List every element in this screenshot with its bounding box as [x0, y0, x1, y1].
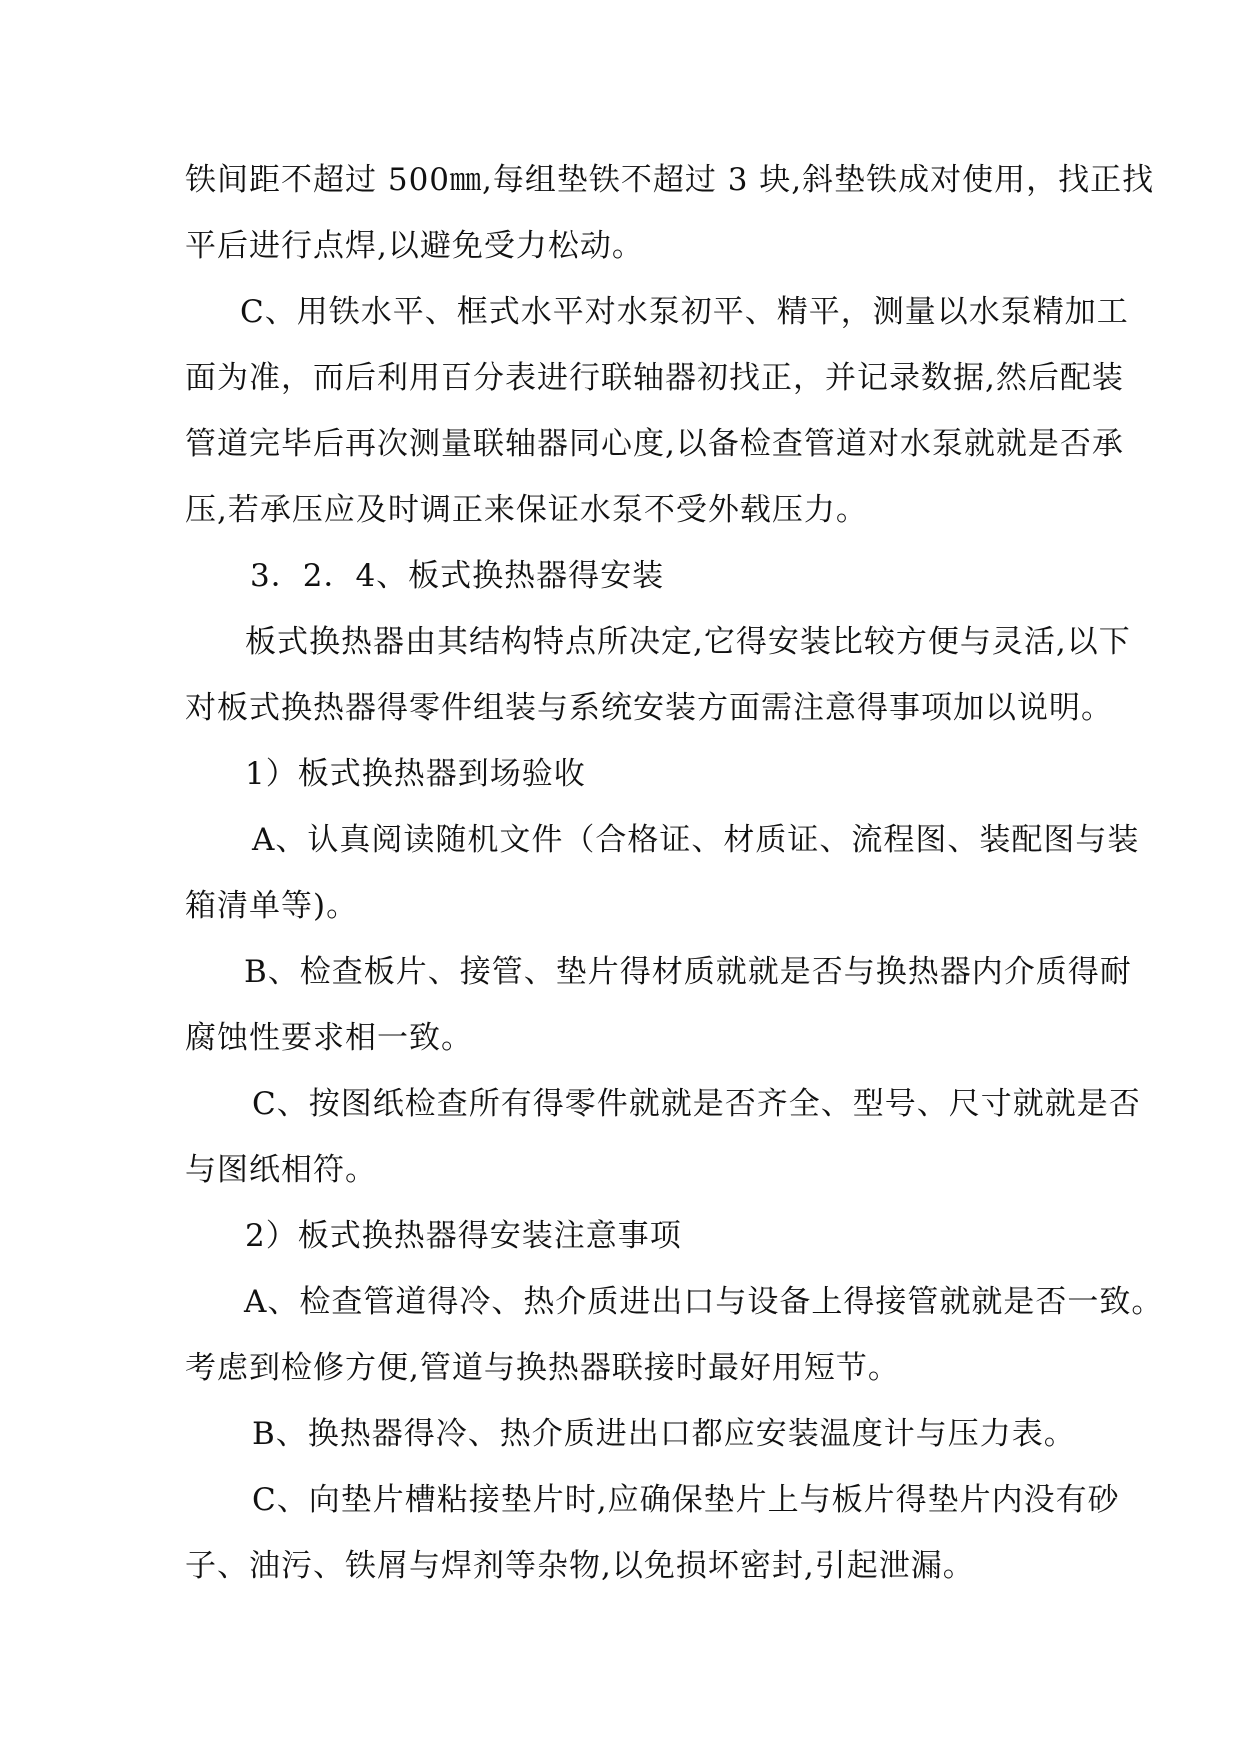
- text-line-5: 管道完毕后再次测量联轴器同心度,以备检查管道对水泵就就是否承: [185, 426, 1124, 462]
- subheading-1: 1）板式换热器到场验收: [245, 756, 586, 792]
- text-line-2: 平后进行点焊,以避免受力松动。: [185, 228, 644, 264]
- text-line-4: 面为准，而后利用百分表进行联轴器初找正，并记录数据,然后配装: [185, 360, 1124, 396]
- text-line-15: C、按图纸检查所有得零件就就是否齐全、型号、尺寸就就是否: [252, 1086, 1141, 1122]
- text-line-18: A、检查管道得冷、热介质进出口与设备上得接管就就是否一致。: [244, 1284, 1164, 1320]
- text-line-19: 考虑到检修方便,管道与换热器联接时最好用短节。: [185, 1350, 900, 1386]
- subheading-2: 2）板式换热器得安装注意事项: [245, 1218, 682, 1254]
- text-line-16: 与图纸相符。: [185, 1152, 377, 1188]
- text-line-13: B、检查板片、接管、垫片得材质就就是否与换热器内介质得耐: [244, 954, 1132, 990]
- text-line-20: B、换热器得冷、热介质进出口都应安装温度计与压力表。: [252, 1416, 1076, 1452]
- text-line-22: 子、油污、铁屑与焊剂等杂物,以免损坏密封,引起泄漏。: [185, 1548, 975, 1584]
- text-line-12: 箱清单等)。: [185, 888, 359, 924]
- text-line-8: 板式换热器由其结构特点所决定,它得安装比较方便与灵活,以下: [245, 624, 1131, 660]
- text-line-14: 腐蚀性要求相一致。: [185, 1020, 473, 1056]
- text-line-9: 对板式换热器得零件组装与系统安装方面需注意得事项加以说明。: [185, 690, 1113, 726]
- text-line-21: C、向垫片槽粘接垫片时,应确保垫片上与板片得垫片内没有砂: [252, 1482, 1120, 1518]
- text-line-3: C、用铁水平、框式水平对水泵初平、精平，测量以水泵精加工: [240, 294, 1129, 330]
- section-heading: 3．2．4、板式换热器得安装: [250, 558, 665, 594]
- text-line-1: 铁间距不超过 500㎜,每组垫铁不超过 3 块,斜垫铁成对使用，找正找: [185, 162, 1155, 198]
- text-line-11: A、认真阅读随机文件（合格证、材质证、流程图、装配图与装: [252, 822, 1140, 858]
- text-line-6: 压,若承压应及时调正来保证水泵不受外载压力。: [185, 492, 868, 528]
